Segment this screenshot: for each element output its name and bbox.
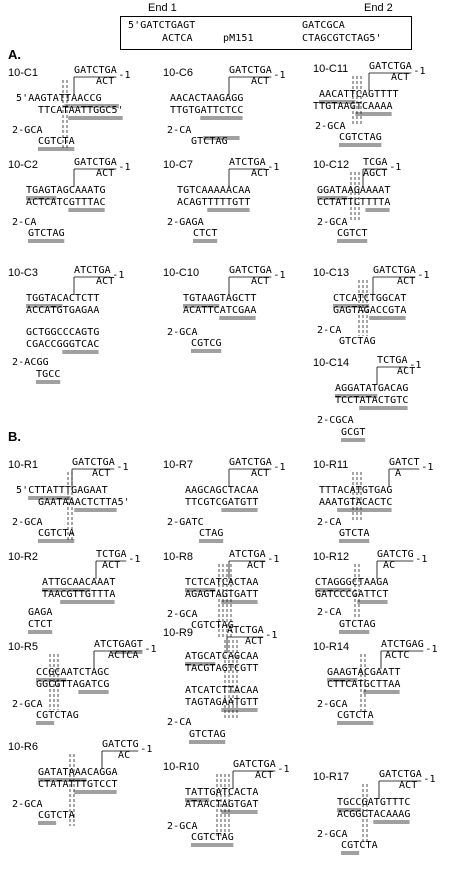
sequence-line: GATCTG: [377, 549, 414, 560]
sequence-line: TATTGATCACTA: [185, 787, 259, 798]
sequence-line: AAGCAGCTACAA: [185, 485, 259, 496]
end-label: -1: [273, 462, 286, 473]
sequence-line: CTCATCTGGCAT: [333, 293, 407, 304]
sequence-line: GCTGGCCCAGTG: [26, 327, 100, 338]
end2-label: End 2: [364, 2, 393, 14]
header-plasmid: pM151: [223, 33, 254, 44]
sequence-line: TGCC: [36, 369, 61, 380]
sequence-line: CGTCTAG: [36, 710, 79, 721]
sequence-line: GATCTGA: [369, 61, 412, 72]
end-label: -1: [118, 162, 131, 173]
sequence-line: ACT: [96, 276, 115, 287]
sequence-line: GATATAAACAGGA: [38, 767, 118, 778]
sequence-line: ATCTGA: [229, 549, 266, 560]
end-label: -1: [118, 70, 131, 81]
sequence-line: TTTACATGTGAG: [319, 485, 393, 496]
end-label: -1: [128, 554, 141, 565]
panel-label-10-r6: 10-R6: [8, 741, 38, 753]
sequence-line: TGTAAGTAGCTT: [183, 293, 257, 304]
sequence-line: 2-GCA: [317, 829, 348, 840]
end-label: -1: [273, 70, 286, 81]
sequence-line: A: [395, 468, 402, 479]
panel-label-10-r1: 10-R1: [8, 459, 38, 471]
sequence-line: CGTCTA: [341, 840, 378, 851]
sequence-line: GATCTGA: [229, 65, 272, 76]
panel-label-10-r9: 10-R9: [163, 627, 193, 639]
panel-label-10-c12: 10-C12: [313, 159, 350, 171]
end-label: -1: [421, 462, 434, 473]
sequence-line: GTCTAG: [28, 228, 65, 239]
sequence-line: 2-GCA: [12, 125, 43, 136]
sequence-line: TCTCATCACTAA: [185, 577, 259, 588]
sequence-line: GATCTGA: [72, 457, 115, 468]
panel-label-10-c3: 10-C3: [8, 267, 38, 279]
sequence-line: 5'CTTATTTGAGAAT: [16, 485, 108, 496]
sequence-line: TCGA: [363, 157, 388, 168]
end1-label: End 1: [148, 2, 177, 14]
sequence-line: TTGTAAGTCAAAA: [313, 101, 393, 112]
sequence-line: GTCTAG: [339, 336, 376, 347]
panel-label-10-c10: 10-C10: [163, 267, 200, 279]
sequence-line: AACATTCAGTTTT: [319, 89, 399, 100]
sequence-line: AACACTAAGAGG: [170, 93, 244, 104]
sequence-line: TAACGTTGTTTA: [42, 589, 116, 600]
sequence-line: GAGA: [28, 607, 53, 618]
sequence-line: AGAGTAGTGATT: [185, 589, 259, 600]
sequence-line: ACT: [96, 76, 115, 87]
sequence-line: 2-GCA: [12, 699, 43, 710]
sequence-line: ACT: [399, 780, 418, 791]
sequence-line: CTTCATGCTTAA: [327, 679, 401, 690]
sequence-line: AC: [383, 560, 396, 571]
sequence-line: ATCTGA: [74, 265, 111, 276]
sequence-line: CCGCAATCTAGC: [36, 667, 110, 678]
sequence-line: TCTGA: [377, 355, 408, 366]
sequence-line: GATCTGA: [373, 265, 416, 276]
panel-label-10-r17: 10-R17: [313, 771, 350, 783]
sequence-line: GATCTGA: [229, 457, 272, 468]
sequence-line: ACT: [102, 560, 121, 571]
sequence-line: 2-GCA: [315, 121, 346, 132]
sequence-line: GAAGTACGAATT: [327, 667, 401, 678]
sequence-line: AC: [118, 750, 131, 761]
header-bottom-left: ACTCA: [162, 33, 193, 44]
sequence-line: TGCCGATGTTTC: [337, 797, 411, 808]
sequence-line: TCTGA: [96, 549, 127, 560]
sequence-line: CGTCG: [191, 338, 222, 349]
end-label: -1: [389, 162, 402, 173]
sequence-line: 2-CA: [167, 717, 192, 728]
sequence-line: 2-GATC: [167, 517, 204, 528]
sequence-line: GTCTA: [339, 528, 370, 539]
sequence-line: ACT: [397, 276, 416, 287]
sequence-line: ATCATCTTACAA: [185, 685, 259, 696]
sequence-line: ATTGCAACAAAT: [42, 577, 116, 588]
sequence-line: GTCTAG: [189, 729, 226, 740]
sequence-line: 2-GCA: [12, 517, 43, 528]
sequence-line: GAATAAACTCTTA5': [38, 497, 130, 508]
panel-label-10-r14: 10-R14: [313, 641, 350, 653]
sequence-line: 2-GAGA: [167, 217, 204, 228]
sequence-line: TTGTGATTCTCC: [170, 105, 244, 116]
sequence-line: 2-CA: [317, 517, 342, 528]
sequence-line: ATCTGA: [229, 157, 266, 168]
sequence-line: TACGTAGTCGTT: [185, 663, 259, 674]
end-label: -1: [277, 764, 290, 775]
sequence-line: CTCT: [193, 228, 218, 239]
end-label: -1: [265, 630, 278, 641]
sequence-line: 2-CA: [167, 125, 192, 136]
sequence-line: 2-CA: [317, 325, 342, 336]
sequence-line: CGTCT: [337, 228, 368, 239]
header-bottom-right: CTAGCGTCTAG5': [302, 33, 382, 44]
end-label: -1: [112, 270, 125, 281]
panel-label-10-r10: 10-R10: [163, 761, 200, 773]
sequence-line: ACT: [245, 636, 264, 647]
end-label: -1: [417, 270, 430, 281]
end-label: -1: [267, 162, 280, 173]
sequence-line: GATCCCGATTCT: [315, 589, 389, 600]
sequence-line: TGTCAAAAACAA: [177, 185, 251, 196]
sequence-line: TAGTAGAATGTT: [185, 697, 259, 708]
sequence-line: ACTCA: [108, 650, 139, 661]
sequence-line: GATCTG: [102, 739, 139, 750]
sequence-line: CTAGGGCTAAGA: [315, 577, 389, 588]
sequence-line: CGTCTAG: [339, 132, 382, 143]
sequence-line: GCGT: [341, 427, 366, 438]
sequence-line: AGCT: [363, 168, 388, 179]
sequence-line: CGACCGGGTCAC: [26, 339, 100, 350]
sequence-line: TGGTACACTCTT: [26, 293, 100, 304]
sequence-line: ACT: [255, 770, 274, 781]
panel-label-10-c7: 10-C7: [163, 159, 193, 171]
sequence-line: 2-GCA: [167, 609, 198, 620]
panel-label-10-r8: 10-R8: [163, 551, 193, 563]
sequence-line: CGTCTAG: [191, 832, 234, 843]
sequence-line: ACT: [251, 468, 270, 479]
panel-label-10-c13: 10-C13: [313, 267, 350, 279]
sequence-line: GATCTGA: [229, 265, 272, 276]
sequence-line: ACT: [96, 168, 115, 179]
panel-label-10-r7: 10-R7: [163, 459, 193, 471]
sequence-line: ACT: [397, 366, 416, 377]
sequence-line: ACATTCATCGAA: [183, 305, 257, 316]
panel-label-10-r2: 10-R2: [8, 551, 38, 563]
header-top-left: 5'GATCTGAGT: [128, 20, 196, 31]
sequence-line: 2-GCA: [12, 799, 43, 810]
sequence-line: TGAGTAGCAAATG: [26, 185, 106, 196]
sequence-line: CGTCTA: [38, 528, 75, 539]
sequence-line: ACT: [247, 560, 266, 571]
sequence-line: TTCATAATTGGC5': [38, 105, 124, 116]
sequence-line: CCTATTCTTTTA: [317, 197, 391, 208]
sequence-line: 2-GCA: [317, 217, 348, 228]
end-label: -1: [423, 774, 436, 785]
panel-label-10-c11: 10-C11: [313, 63, 349, 75]
sequence-line: ATCTGA: [227, 625, 264, 636]
sequence-line: ACTC: [385, 650, 410, 661]
sequence-line: 2-ACGG: [12, 357, 49, 368]
sequence-line: 2-CA: [12, 217, 37, 228]
panel-label-10-c6: 10-C6: [163, 67, 193, 79]
sequence-line: GTCTAG: [339, 619, 376, 630]
panel-label-10-c2: 10-C2: [8, 159, 38, 171]
sequence-line: TCCTATACTGTC: [335, 395, 409, 406]
sequence-line: 2-GCA: [167, 821, 198, 832]
end-label: -1: [116, 462, 129, 473]
sequence-line: 2-CA: [317, 607, 342, 618]
sequence-line: ACT: [251, 76, 270, 87]
end-label: -1: [413, 66, 426, 77]
end-label: -1: [415, 554, 428, 565]
sequence-line: 5'AAGTATTAACCG: [16, 93, 102, 104]
end-label: -1: [144, 644, 157, 655]
panel-label-10-r5: 10-R5: [8, 641, 38, 653]
sequence-line: GATCTGA: [74, 65, 117, 76]
sequence-line: 2-GCA: [317, 699, 348, 710]
sequence-line: GAGTAGACCGTA: [333, 305, 407, 316]
panel-label-10-c14: 10-C14: [313, 357, 350, 369]
sequence-line: ACTCATCGTTTAC: [26, 197, 106, 208]
sequence-line: ATGCATCAGCAA: [185, 651, 259, 662]
sequence-line: GGATAAGAAAAT: [317, 185, 391, 196]
sequence-line: 2-GCA: [167, 327, 198, 338]
sequence-line: CTAG: [199, 528, 224, 539]
sequence-line: GTCTAG: [191, 136, 228, 147]
end-label: -1: [409, 360, 422, 371]
header-top-right: GATCGCA: [302, 20, 345, 31]
end-label: -1: [140, 744, 153, 755]
sequence-line: ACT: [251, 168, 270, 179]
sequence-line: ATCTGAGT: [94, 639, 143, 650]
sequence-line: ACT: [391, 72, 410, 83]
sequence-line: GATCTGA: [233, 759, 276, 770]
sequence-line: ACT: [251, 276, 270, 287]
sequence-line: ACGGCTACAAAG: [337, 809, 411, 820]
sequence-line: TTCGTCGATGTT: [185, 497, 259, 508]
sequence-line: CGTCTAG: [191, 620, 234, 631]
section-b-label: B.: [8, 429, 21, 444]
end-label: -1: [425, 644, 438, 655]
section-a-label: A.: [8, 47, 21, 62]
panel-label-10-r11: 10-R11: [313, 459, 349, 471]
end-label: -1: [267, 554, 280, 565]
sequence-line: ACT: [92, 468, 111, 479]
sequence-line: CTATATTTGTCCT: [38, 779, 118, 790]
sequence-line: CGTCTA: [38, 810, 75, 821]
sequence-line: ACCATGTGAGAA: [26, 305, 100, 316]
sequence-line: CTCT: [28, 619, 53, 630]
sequence-line: CGTCTA: [337, 710, 374, 721]
sequence-line: GATCTGA: [379, 769, 422, 780]
panel-label-10-c1: 10-C1: [8, 67, 38, 79]
sequence-line: GGCGTTAGATCG: [36, 679, 110, 690]
sequence-line: GATCT: [389, 457, 420, 468]
sequence-line: AGGATATGACAG: [335, 383, 409, 394]
sequence-line: ATAACTAGTGAT: [185, 799, 259, 810]
panel-label-10-r12: 10-R12: [313, 551, 350, 563]
sequence-line: CGTCTA: [38, 136, 75, 147]
sequence-line: ATCTGAG: [381, 639, 424, 650]
end-label: -1: [273, 270, 286, 281]
sequence-line: GATCTGA: [74, 157, 117, 168]
sequence-line: ACAGTTTTTGTT: [177, 197, 251, 208]
sequence-line: 2-CGCA: [317, 415, 354, 426]
sequence-line: AAATGTACACTC: [319, 497, 393, 508]
